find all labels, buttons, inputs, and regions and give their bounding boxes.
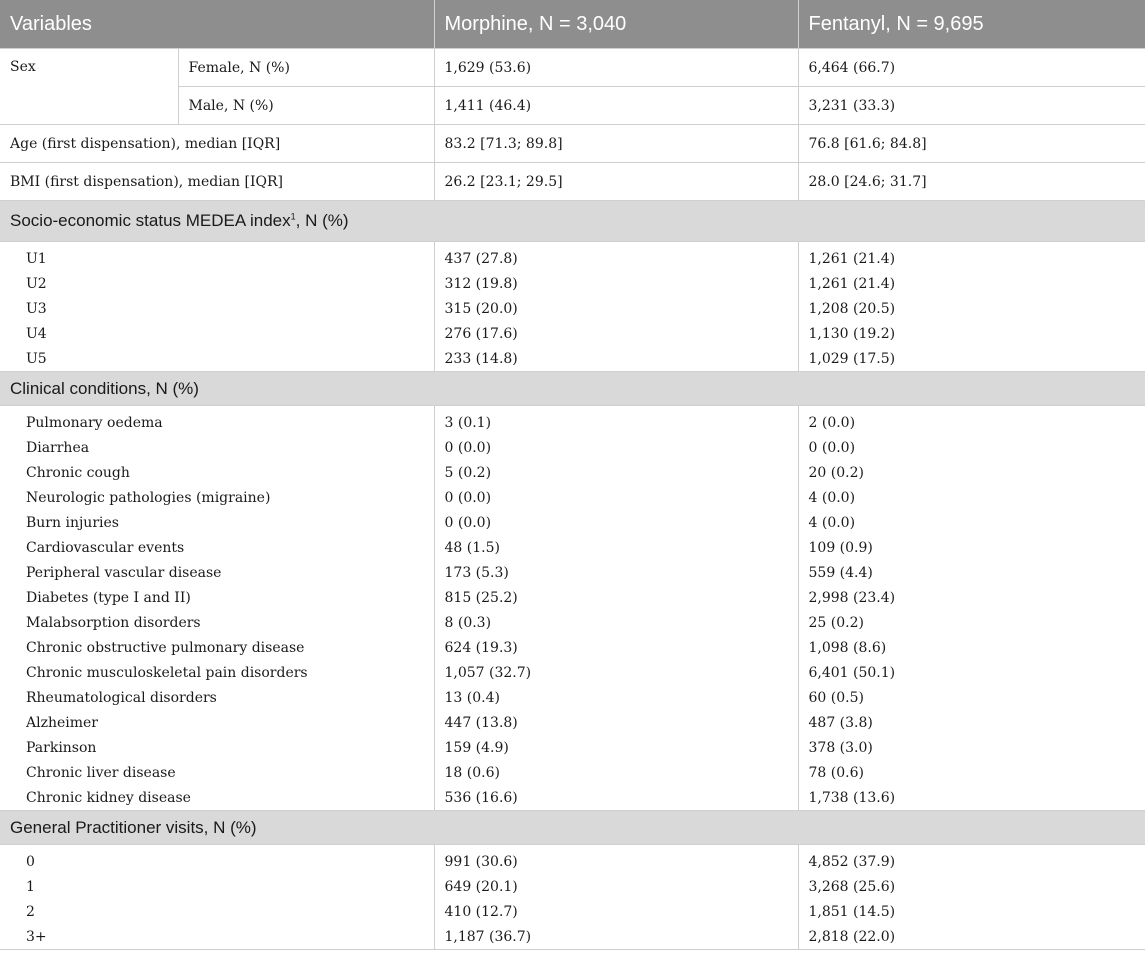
ses-section-row	[0, 201, 1145, 242]
sex-male-label: Male, N (%)	[178, 87, 434, 125]
clinical-row	[0, 560, 1145, 585]
bmi-morphine: 26.2 [23.1; 29.5]	[434, 163, 798, 201]
clinical-fentanyl: 78 (0.6)	[798, 760, 1145, 785]
clinical-label: Chronic obstructive pulmonary disease	[0, 635, 434, 660]
clinical-morphine: 447 (13.8)	[434, 710, 798, 735]
clinical-morphine: 159 (4.9)	[434, 735, 798, 760]
ses-morphine: 233 (14.8)	[434, 346, 798, 372]
clinical-fentanyl: 2 (0.0)	[798, 410, 1145, 435]
clinical-morphine: 8 (0.3)	[434, 610, 798, 635]
clinical-fentanyl: 60 (0.5)	[798, 685, 1145, 710]
gp-morphine: 410 (12.7)	[434, 899, 798, 924]
header-row	[0, 0, 1145, 49]
age-row	[0, 125, 1145, 163]
header-morphine: Morphine, N = 3,040	[434, 0, 798, 49]
sex-female-morphine: 1,629 (53.6)	[434, 49, 798, 87]
gp-label: 0	[0, 849, 434, 874]
clinical-label: Malabsorption disorders	[0, 610, 434, 635]
ses-fentanyl: 1,029 (17.5)	[798, 346, 1145, 372]
clinical-row	[0, 460, 1145, 485]
clinical-fentanyl: 4 (0.0)	[798, 485, 1145, 510]
clinical-morphine: 1,057 (32.7)	[434, 660, 798, 685]
age-fentanyl: 76.8 [61.6; 84.8]	[798, 125, 1145, 163]
clinical-section-title: Clinical conditions, N (%)	[0, 372, 1145, 406]
gp-fentanyl: 1,851 (14.5)	[798, 899, 1145, 924]
gp-section-title: General Practitioner visits, N (%)	[0, 811, 1145, 845]
ses-label: U5	[0, 346, 434, 372]
header-variables: Variables	[0, 0, 434, 49]
gp-morphine: 991 (30.6)	[434, 849, 798, 874]
gp-morphine: 649 (20.1)	[434, 874, 798, 899]
ses-title: Socio-economic status MEDEA index	[10, 211, 291, 230]
clinical-morphine: 173 (5.3)	[434, 560, 798, 585]
age-morphine: 83.2 [71.3; 89.8]	[434, 125, 798, 163]
clinical-row	[0, 710, 1145, 735]
gp-fentanyl: 3,268 (25.6)	[798, 874, 1145, 899]
gp-row	[0, 924, 1145, 950]
clinical-label: Neurologic pathologies (migraine)	[0, 485, 434, 510]
ses-section-title	[0, 201, 1145, 242]
clinical-row	[0, 635, 1145, 660]
clinical-label: Pulmonary oedema	[0, 410, 434, 435]
ses-label: U1	[0, 246, 434, 271]
gp-fentanyl: 2,818 (22.0)	[798, 924, 1145, 950]
clinical-row	[0, 485, 1145, 510]
clinical-morphine: 815 (25.2)	[434, 585, 798, 610]
clinical-row	[0, 735, 1145, 760]
clinical-label: Parkinson	[0, 735, 434, 760]
sex-male-fentanyl: 3,231 (33.3)	[798, 87, 1145, 125]
clinical-label: Cardiovascular events	[0, 535, 434, 560]
clinical-label: Rheumatological disorders	[0, 685, 434, 710]
clinical-row	[0, 410, 1145, 435]
ses-label: U4	[0, 321, 434, 346]
clinical-row	[0, 760, 1145, 785]
ses-row	[0, 271, 1145, 296]
ses-morphine: 437 (27.8)	[434, 246, 798, 271]
clinical-fentanyl: 1,738 (13.6)	[798, 785, 1145, 811]
clinical-morphine: 624 (19.3)	[434, 635, 798, 660]
clinical-fentanyl: 559 (4.4)	[798, 560, 1145, 585]
clinical-fentanyl: 487 (3.8)	[798, 710, 1145, 735]
sex-female-row	[0, 49, 1145, 87]
clinical-fentanyl: 0 (0.0)	[798, 435, 1145, 460]
ses-row	[0, 321, 1145, 346]
ses-label: U2	[0, 271, 434, 296]
ses-fentanyl: 1,261 (21.4)	[798, 271, 1145, 296]
gp-row	[0, 899, 1145, 924]
ses-morphine: 315 (20.0)	[434, 296, 798, 321]
clinical-fentanyl: 4 (0.0)	[798, 510, 1145, 535]
ses-morphine: 312 (19.8)	[434, 271, 798, 296]
ses-row	[0, 246, 1145, 271]
age-label: Age (first dispensation), median [IQR]	[0, 125, 434, 163]
clinical-label: Diarrhea	[0, 435, 434, 460]
clinical-fentanyl: 378 (3.0)	[798, 735, 1145, 760]
clinical-morphine: 0 (0.0)	[434, 510, 798, 535]
bmi-fentanyl: 28.0 [24.6; 31.7]	[798, 163, 1145, 201]
sex-female-label: Female, N (%)	[178, 49, 434, 87]
clinical-label: Peripheral vascular disease	[0, 560, 434, 585]
clinical-morphine: 5 (0.2)	[434, 460, 798, 485]
clinical-fentanyl: 1,098 (8.6)	[798, 635, 1145, 660]
clinical-row	[0, 510, 1145, 535]
clinical-fentanyl: 109 (0.9)	[798, 535, 1145, 560]
clinical-row	[0, 435, 1145, 460]
clinical-morphine: 0 (0.0)	[434, 485, 798, 510]
clinical-label: Chronic kidney disease	[0, 785, 434, 811]
clinical-row	[0, 610, 1145, 635]
ses-row	[0, 346, 1145, 372]
clinical-morphine: 3 (0.1)	[434, 410, 798, 435]
clinical-label: Alzheimer	[0, 710, 434, 735]
ses-footnote: 1	[290, 211, 296, 222]
clinical-morphine: 13 (0.4)	[434, 685, 798, 710]
ses-row	[0, 296, 1145, 321]
clinical-morphine: 18 (0.6)	[434, 760, 798, 785]
sex-female-fentanyl: 6,464 (66.7)	[798, 49, 1145, 87]
clinical-label: Chronic liver disease	[0, 760, 434, 785]
clinical-fentanyl: 2,998 (23.4)	[798, 585, 1145, 610]
gp-section-row	[0, 811, 1145, 845]
gp-label: 2	[0, 899, 434, 924]
ses-fentanyl: 1,261 (21.4)	[798, 246, 1145, 271]
clinical-row	[0, 535, 1145, 560]
clinical-morphine: 48 (1.5)	[434, 535, 798, 560]
sex-label: Sex	[0, 49, 178, 125]
gp-label: 1	[0, 874, 434, 899]
ses-suffix: , N (%)	[295, 211, 349, 230]
ses-label: U3	[0, 296, 434, 321]
clinical-label: Burn injuries	[0, 510, 434, 535]
bmi-row	[0, 163, 1145, 201]
clinical-row	[0, 660, 1145, 685]
clinical-fentanyl: 20 (0.2)	[798, 460, 1145, 485]
sex-male-morphine: 1,411 (46.4)	[434, 87, 798, 125]
ses-fentanyl: 1,208 (20.5)	[798, 296, 1145, 321]
clinical-row	[0, 585, 1145, 610]
clinical-fentanyl: 6,401 (50.1)	[798, 660, 1145, 685]
bmi-label: BMI (first dispensation), median [IQR]	[0, 163, 434, 201]
header-fentanyl: Fentanyl, N = 9,695	[798, 0, 1145, 49]
gp-fentanyl: 4,852 (37.9)	[798, 849, 1145, 874]
clinical-section-row	[0, 372, 1145, 406]
clinical-fentanyl: 25 (0.2)	[798, 610, 1145, 635]
clinical-morphine: 0 (0.0)	[434, 435, 798, 460]
gp-label: 3+	[0, 924, 434, 950]
gp-morphine: 1,187 (36.7)	[434, 924, 798, 950]
clinical-label: Chronic cough	[0, 460, 434, 485]
gp-row	[0, 874, 1145, 899]
clinical-label: Chronic musculoskeletal pain disorders	[0, 660, 434, 685]
clinical-row	[0, 785, 1145, 811]
clinical-morphine: 536 (16.6)	[434, 785, 798, 811]
gp-row	[0, 849, 1145, 874]
clinical-label: Diabetes (type I and II)	[0, 585, 434, 610]
ses-morphine: 276 (17.6)	[434, 321, 798, 346]
ses-fentanyl: 1,130 (19.2)	[798, 321, 1145, 346]
clinical-row	[0, 685, 1145, 710]
